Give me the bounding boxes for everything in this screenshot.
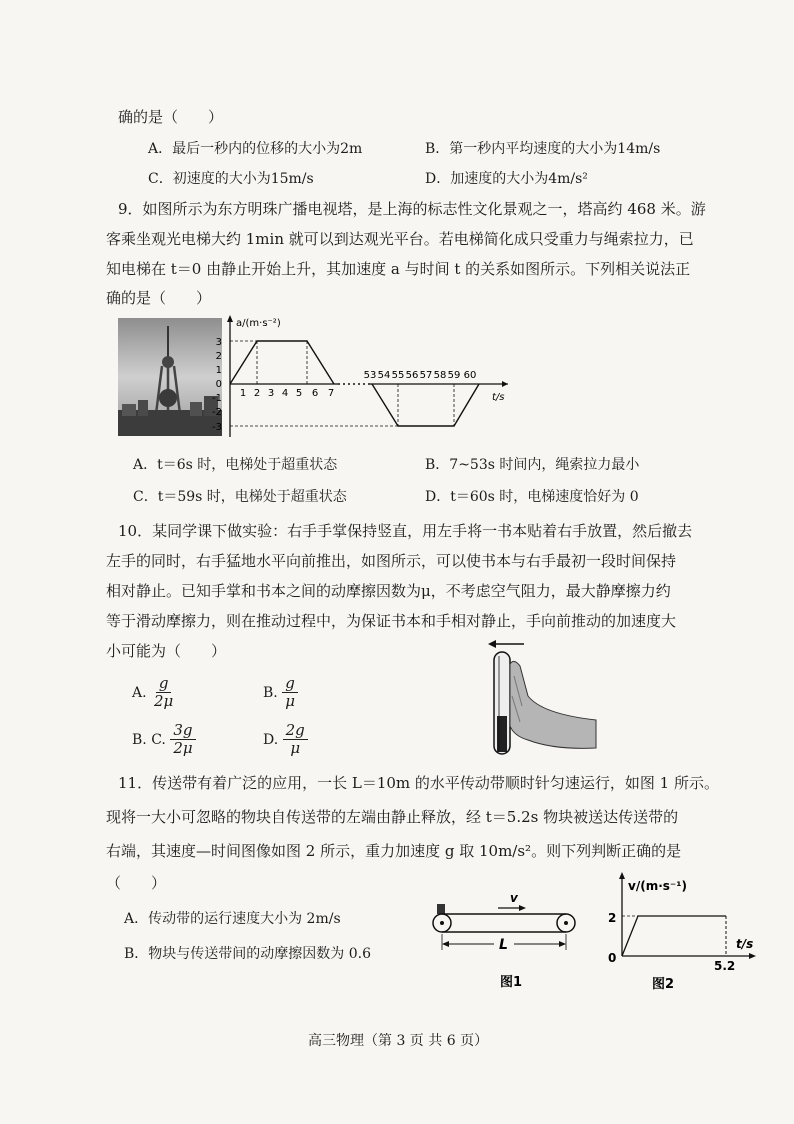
velocity-line xyxy=(622,916,726,956)
q11-line-1: 11．传送带有着广泛的应用，一长 L＝10m 的水平传动带顺时针匀速运行，如图 1 所示。 xyxy=(118,774,719,792)
x-tick: 58 xyxy=(433,370,447,381)
q10-line-5: 小可能为（ ） xyxy=(106,642,227,660)
x-tick: 54 xyxy=(377,370,391,381)
q8-option-b: B．第一秒内平均速度的大小为14m/s xyxy=(425,141,661,157)
x-tick: 2 xyxy=(253,388,261,399)
x-tick: 55 xyxy=(391,370,405,381)
y-tick: 1 xyxy=(215,365,222,376)
x-axis-label: t/s xyxy=(736,937,754,951)
y-tick: 2 xyxy=(215,351,222,362)
figure-1-caption: 图1 xyxy=(500,975,523,990)
q10-option-a: A. $\frac{g}{2\mu}$ xyxy=(132,674,174,711)
accel-segment-negative xyxy=(372,384,479,426)
hand-book-figure xyxy=(484,636,600,758)
arrow-left-icon xyxy=(488,640,496,648)
origin-label: 0 xyxy=(608,951,617,965)
arrow-right-icon xyxy=(519,905,526,911)
q11-line-2: 现将一大小可忽略的物块自传送带的左端由静止释放，经 t＝5.2s 物块被送达传送带的 xyxy=(106,808,679,826)
q8-option-c: C．初速度的大小为15m/s xyxy=(148,171,314,187)
hand xyxy=(510,661,596,748)
x-tick: 60 xyxy=(463,370,477,381)
x-tick: 6 xyxy=(311,388,319,399)
q11-option-b: B．物块与传送带间的动摩擦因数为 0.6 xyxy=(124,946,372,962)
y-tick: 3 xyxy=(215,337,222,348)
q10-option-c: B. C. $\frac{3g}{2\mu}$ xyxy=(132,722,196,758)
q11-option-a: A．传动带的运行速度大小为 2m/s xyxy=(124,911,341,927)
x-tick: 53 xyxy=(363,370,377,381)
acceleration-time-graph xyxy=(212,312,512,442)
q10-line-4: 等于滑动摩擦力，则在推动过程中，为保证书本和手相对静止，手向前推动的加速度大 xyxy=(106,612,677,630)
x-tick: 3 xyxy=(267,388,275,399)
x-tick: 7 xyxy=(327,388,335,399)
velocity-label: v xyxy=(510,891,518,905)
y-tick: -1 xyxy=(212,393,222,404)
figure-2-caption: 图2 xyxy=(652,977,675,992)
q9-line-1: 9．如图所示为东方明珠广播电视塔，是上海的标志性文化景观之一，塔高约 468 米。游 xyxy=(118,200,706,218)
q9-option-b: B．7~53s 时间内，绳索拉力最小 xyxy=(425,457,640,473)
q11-line-3: 右端，其速度—时间图像如图 2 所示，重力加速度 g 取 10m/s²。则下列判断正确的是 xyxy=(106,842,682,860)
x-tick: 1 xyxy=(239,388,247,399)
page-footer: 高三物理（第 3 页 共 6 页） xyxy=(308,1033,489,1049)
q8-tail: 确的是（ ） xyxy=(118,108,224,126)
q10-line-1: 10．某同学课下做实验：右手手掌保持竖直，用左手将一书本贴着右手放置，然后撤去 xyxy=(118,522,693,540)
q8-option-a: A．最后一秒内的位移的大小为2m xyxy=(148,141,363,157)
q11-line-4: （ ） xyxy=(106,874,167,892)
length-label: L xyxy=(499,937,508,953)
y-tick: 0 xyxy=(215,379,222,390)
y-axis-label: a/(m·s⁻²) xyxy=(236,318,281,329)
q10-option-b: B. $\frac{g}{\mu}$ xyxy=(263,675,298,711)
y-axis-label: v/(m·s⁻¹) xyxy=(628,879,687,893)
q10-option-d: D. $\frac{2g}{\mu}$ xyxy=(263,722,308,758)
y-value-label: 2 xyxy=(608,911,617,925)
conveyor-belt-figure xyxy=(426,886,586,994)
velocity-time-graph xyxy=(602,870,762,996)
q10-line-3: 相对静止。已知手掌和书本之间的动摩擦因数为μ，不考虑空气阻力，最大静摩擦力约 xyxy=(106,582,671,600)
q9-option-a: A．t＝6s 时，电梯处于超重状态 xyxy=(133,457,338,473)
q9-line-4: 确的是（ ） xyxy=(106,289,212,307)
x-tick: 5 xyxy=(295,388,303,399)
tower-photo xyxy=(118,318,222,436)
x-tick: 59 xyxy=(447,370,461,381)
block xyxy=(437,904,445,914)
q10-line-2: 左手的同时，右手猛地水平向前推出，如图所示，可以使书本与右手最初一段时间保持 xyxy=(106,552,677,570)
q9-option-d: D．t＝60s 时，电梯速度恰好为 0 xyxy=(425,489,639,505)
x-value-label: 5.2 xyxy=(714,959,736,973)
q9-line-3: 知电梯在 t＝0 由静止开始上升，其加速度 a 与时间 t 的关系如图所示。下列相关说法正 xyxy=(106,260,691,278)
q9-option-c: C．t＝59s 时，电梯处于超重状态 xyxy=(133,489,347,505)
q8-option-d: D．加速度的大小为4m/s² xyxy=(425,171,588,187)
q9-line-2: 客乘坐观光电梯大约 1min 就可以到达观光平台。若电梯简化成只受重力与绳索拉力，已 xyxy=(106,230,694,248)
y-tick: -3 xyxy=(212,422,222,433)
x-axis-label: t/s xyxy=(492,392,505,403)
y-tick: -2 xyxy=(212,407,222,418)
x-tick: 56 xyxy=(405,370,419,381)
accel-segment-positive xyxy=(230,341,334,384)
x-tick: 4 xyxy=(281,388,289,399)
x-tick: 57 xyxy=(419,370,433,381)
